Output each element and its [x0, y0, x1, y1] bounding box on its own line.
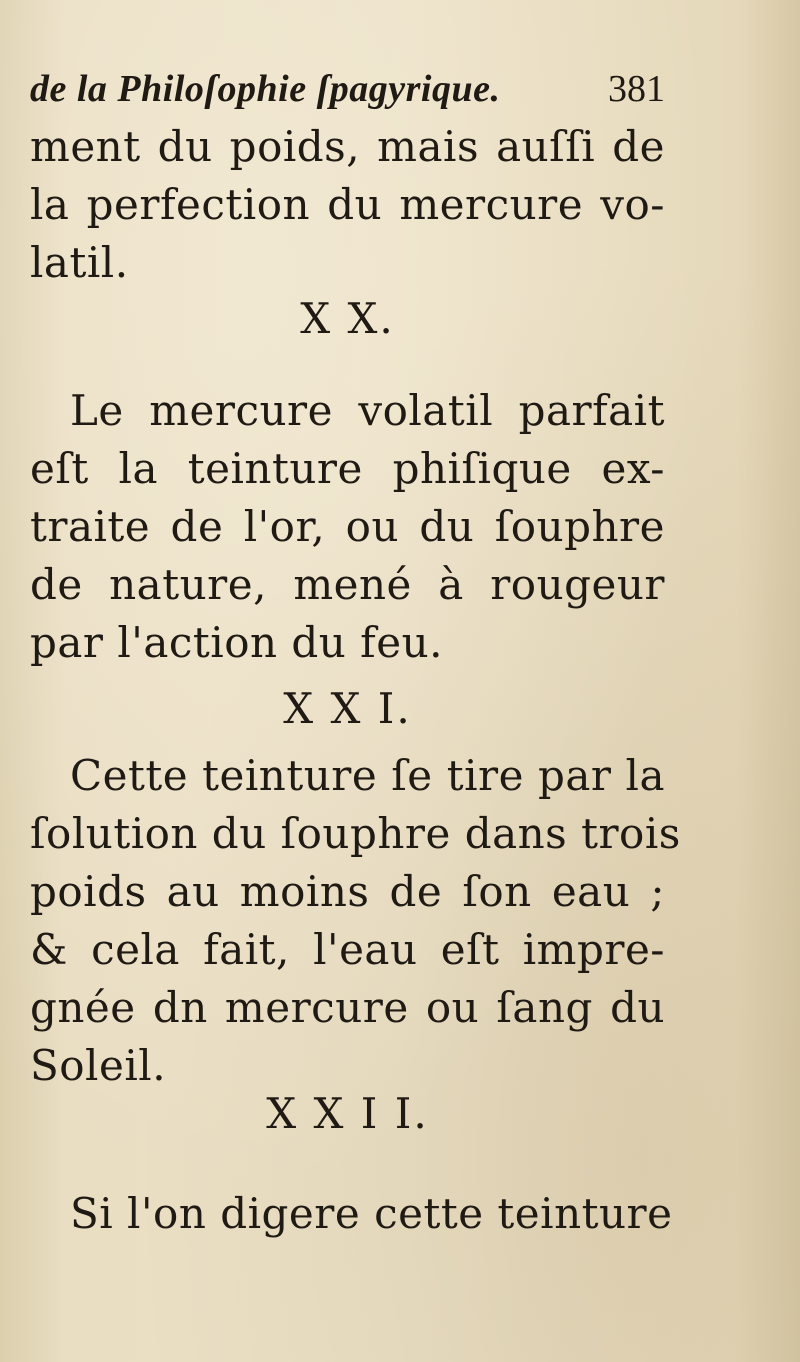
text-line: Soleil. [30, 1041, 167, 1090]
text-line: Cette teinture ſe tire par la [70, 751, 665, 800]
text-line: & cela fait, l'eau eſt impre- [30, 925, 665, 974]
text-line: poids au moins de ſon eau ; [30, 867, 665, 916]
text-line: latil. [30, 238, 129, 287]
text-line: Le mercure volatil parfait [70, 386, 665, 435]
section-heading-xxii: X X I I. [266, 1089, 429, 1138]
page-number: 381 [608, 68, 665, 110]
text-line: de nature, mené à rougeur [30, 560, 665, 609]
text-line: traite de l'or, ou du ſouphre [30, 502, 665, 551]
page-header [30, 62, 665, 116]
text-line: ſolution du ſouphre dans trois [30, 809, 681, 858]
running-title: de la Philoſophie ſpagyrique. [30, 68, 501, 110]
section-heading-xx: X X. [300, 294, 395, 343]
text-line: eſt la teinture phiſique ex- [30, 444, 665, 493]
section-heading-xxi: X X I. [283, 684, 412, 733]
text-line: gnée dn mercure ou ſang du [30, 983, 665, 1032]
text-line: par l'action du feu. [30, 618, 443, 667]
text-line: ment du poids, mais auſſi de [30, 122, 665, 171]
text-line: la perfection du mercure vo- [30, 180, 665, 229]
text-line: Si l'on digere cette teinture [70, 1189, 673, 1238]
